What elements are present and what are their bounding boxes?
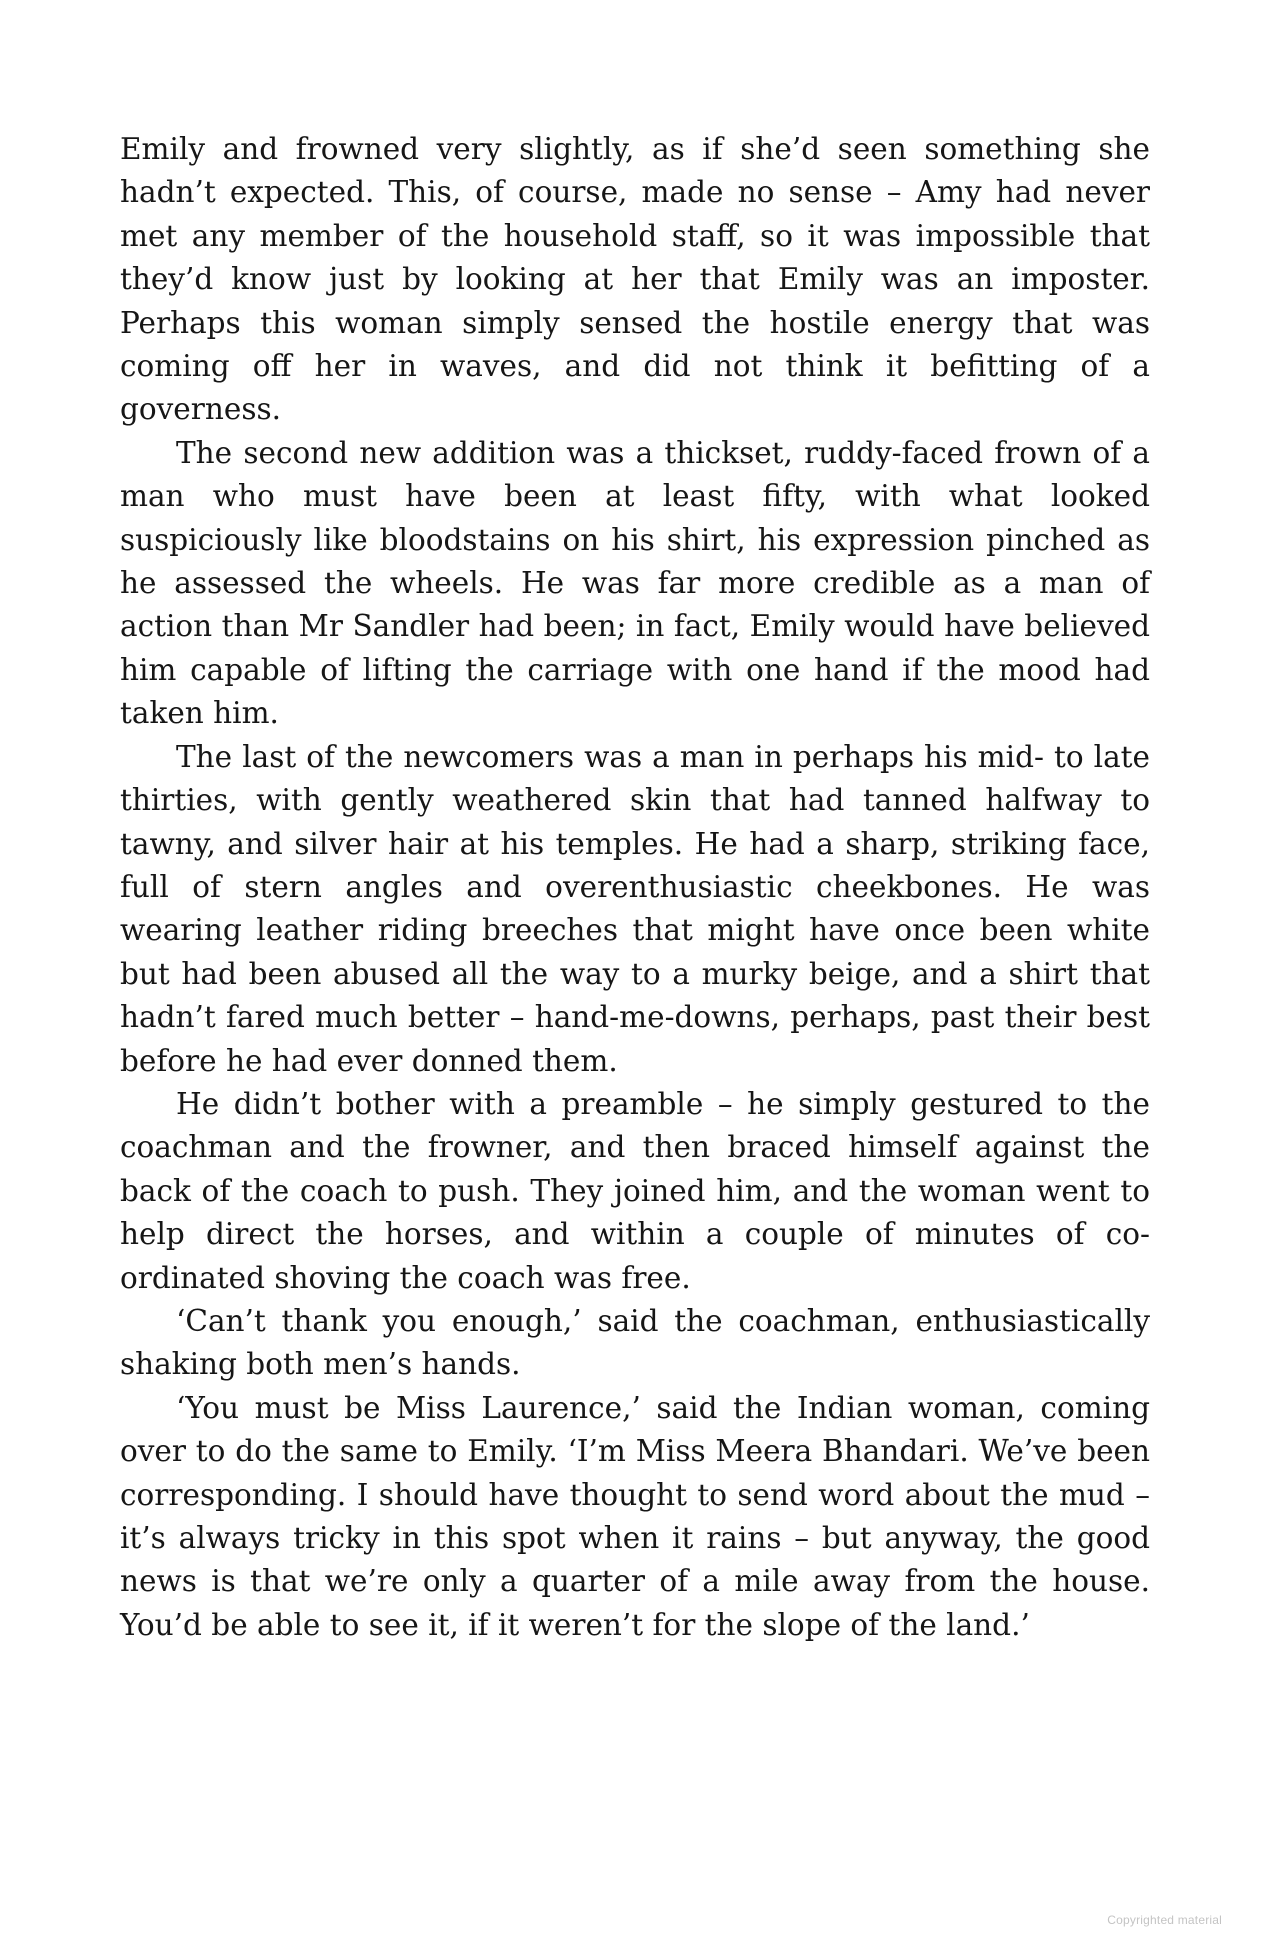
paragraph-3: The last of the newcomers was a man in perhaps his mid- to late thirties, with gently weathered skin that had tanned halfway to tawny, and silver hair at his temples. He had a sharp, striking face, full of stern angles and overenthusiastic cheekbones. He was wearing leather riding breeches that might have once been white but had been abused all the way to a murky beige, and a shirt that hadn’t fared much better – hand-me-downs, perhaps, past their best before he had ever donned them. — [120, 739, 1150, 1078]
paragraph-5: ‘Can’t thank you enough,’ said the coachman, enthusiastically shaking both men’s hands. — [120, 1303, 1150, 1382]
body-text — [120, 128, 1150, 1647]
paragraph-1: Emily and frowned very slightly, as if she’d seen something she hadn’t expected. This, of course, made no sense – Amy had never met any member of the household staff, so it was impossible that they’d know just by looking at her that Emily was an imposter. Perhaps this woman simply sensed the hostile energy that was coming off her in waves, and did not think it befitting of a governess. — [120, 132, 1150, 427]
copyright-watermark: Copyrighted material — [1107, 1913, 1222, 1927]
paragraph-4: He didn’t bother with a preamble – he simply gestured to the coachman and the frowner, and then braced himself against the back of the coach to push. They joined him, and the woman went to help direct the horses, and within a couple of minutes of co-ordinated shoving the coach was free. — [120, 1086, 1150, 1295]
paragraph-6: ‘You must be Miss Laurence,’ said the Indian woman, coming over to do the same to Emily. ‘I’m Miss Meera Bhandari. We’ve been corresponding. I should have thought to send word about the mud – it’s always tricky in this spot when it rains – but anyway, the good news is that we’re only a quarter of a mile away from the house. You’d be able to see it, if it weren’t for the slope of the land.’ — [120, 1390, 1150, 1642]
paragraph-2: The second new addition was a thickset, ruddy-faced frown of a man who must have been at least fifty, with what looked suspiciously like bloodstains on his shirt, his expression pinched as he assessed the wheels. He was far more credible as a man of action than Mr Sandler had been; in fact, Emily would have believed him capable of lifting the carriage with one hand if the mood had taken him. — [120, 435, 1150, 731]
